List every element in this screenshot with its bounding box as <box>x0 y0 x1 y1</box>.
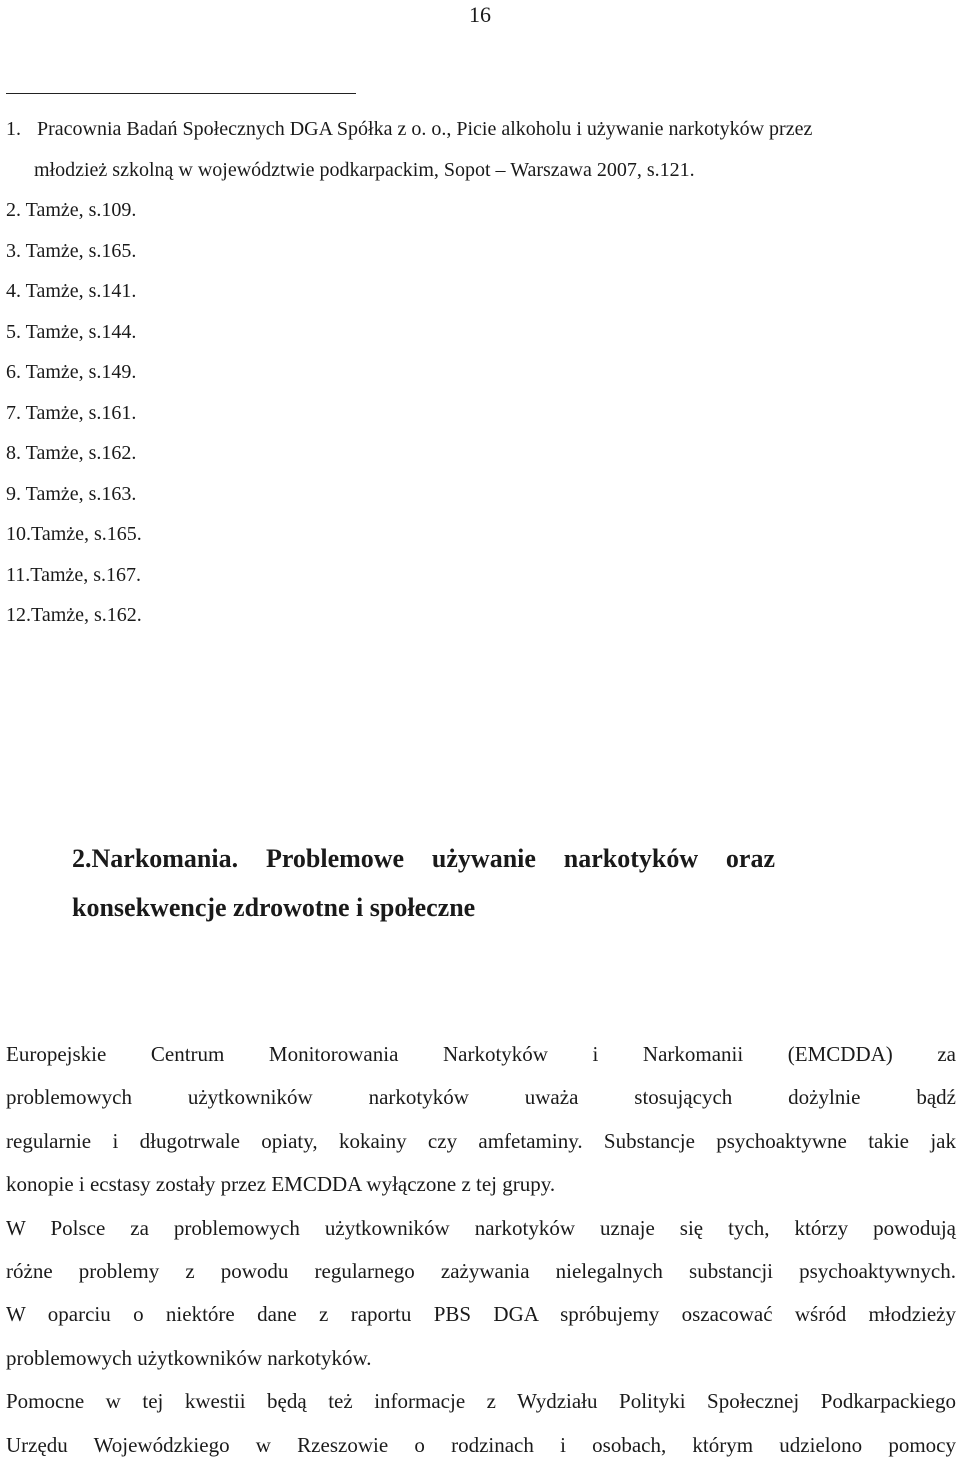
body-line-7: W oparciu o niektóre dane z raportu PBS DGA spróbujemy oszacować wśród młodzieży <box>6 1302 956 1327</box>
footnote-2: 2. Tamże, s.109. <box>6 199 137 221</box>
body-line-8: problemowych użytkowników narkotyków. <box>6 1345 372 1370</box>
footnote-9: 9. Tamże, s.163. <box>6 482 137 505</box>
section-heading <box>72 834 872 932</box>
body-line-2: problemowych użytkowników narkotyków uważa stosujących dożylnie bądź <box>6 1085 956 1110</box>
footnotes-list <box>6 109 956 636</box>
footnote-7: 7. Tamże, s.161. <box>6 401 137 424</box>
section-heading-line-2: konsekwencje zdrowotne i społeczne <box>72 893 476 922</box>
body-line-6: różne problemy z powodu regularnego zażywania nielegalnych substancji psychoaktywnych. <box>6 1258 956 1283</box>
footnote-8: 8. Tamże, s.162. <box>6 442 137 464</box>
footnote-12: 12.Tamże, s.162. <box>6 604 142 626</box>
body-line-9: Pomocne w tej kwestii będą też informacje z Wydziału Polityki Społecznej Podkarpackiego <box>6 1389 956 1414</box>
body-line-4: konopie i ecstasy zostały przez EMCDDA wyłączone z tej grupy. <box>6 1172 556 1197</box>
footnote-5: 5. Tamże, s.144. <box>6 320 137 343</box>
body-line-3: regularnie i długotrwale opiaty, kokainy czy amfetaminy. Substancje psychoaktywne takie jak <box>6 1128 956 1153</box>
footnote-11: 11.Tamże, s.167. <box>6 563 142 586</box>
footnote-6: 6. Tamże, s.149. <box>6 361 137 383</box>
footnote-4: 4. Tamże, s.141. <box>6 280 137 302</box>
footnote-separator <box>6 93 356 94</box>
body-line-1: Europejskie Centrum Monitorowania Narkotyków i Narkomanii (EMCDDA) za <box>6 1042 956 1066</box>
footnote-1 <box>6 109 956 150</box>
body-line-5: W Polsce za problemowych użytkowników narkotyków uznaje się tych, którzy powodują <box>6 1215 956 1240</box>
footnote-10: 10.Tamże, s.165. <box>6 523 142 545</box>
footnote-1-continuation: młodzież szkolną w województwie podkarpackim, Sopot – Warszawa 2007, s.121. <box>34 158 695 181</box>
section-heading-line-1: 2.Narkomania. Problemowe używanie narkotyków oraz <box>72 844 775 873</box>
page-number: 16 <box>469 2 491 27</box>
body-paragraphs <box>6 1033 956 1467</box>
footnote-text: Pracownia Badań Społecznych DGA Spółka z o. o., Picie alkoholu i używanie narkotyków przez <box>37 118 813 140</box>
footnote-3: 3. Tamże, s.165. <box>6 239 137 262</box>
body-line-10: Urzędu Wojewódzkiego w Rzeszowie o rodzinach i osobach, którym udzielono pomocy <box>6 1432 956 1457</box>
footnote-number: 1. <box>6 118 21 140</box>
